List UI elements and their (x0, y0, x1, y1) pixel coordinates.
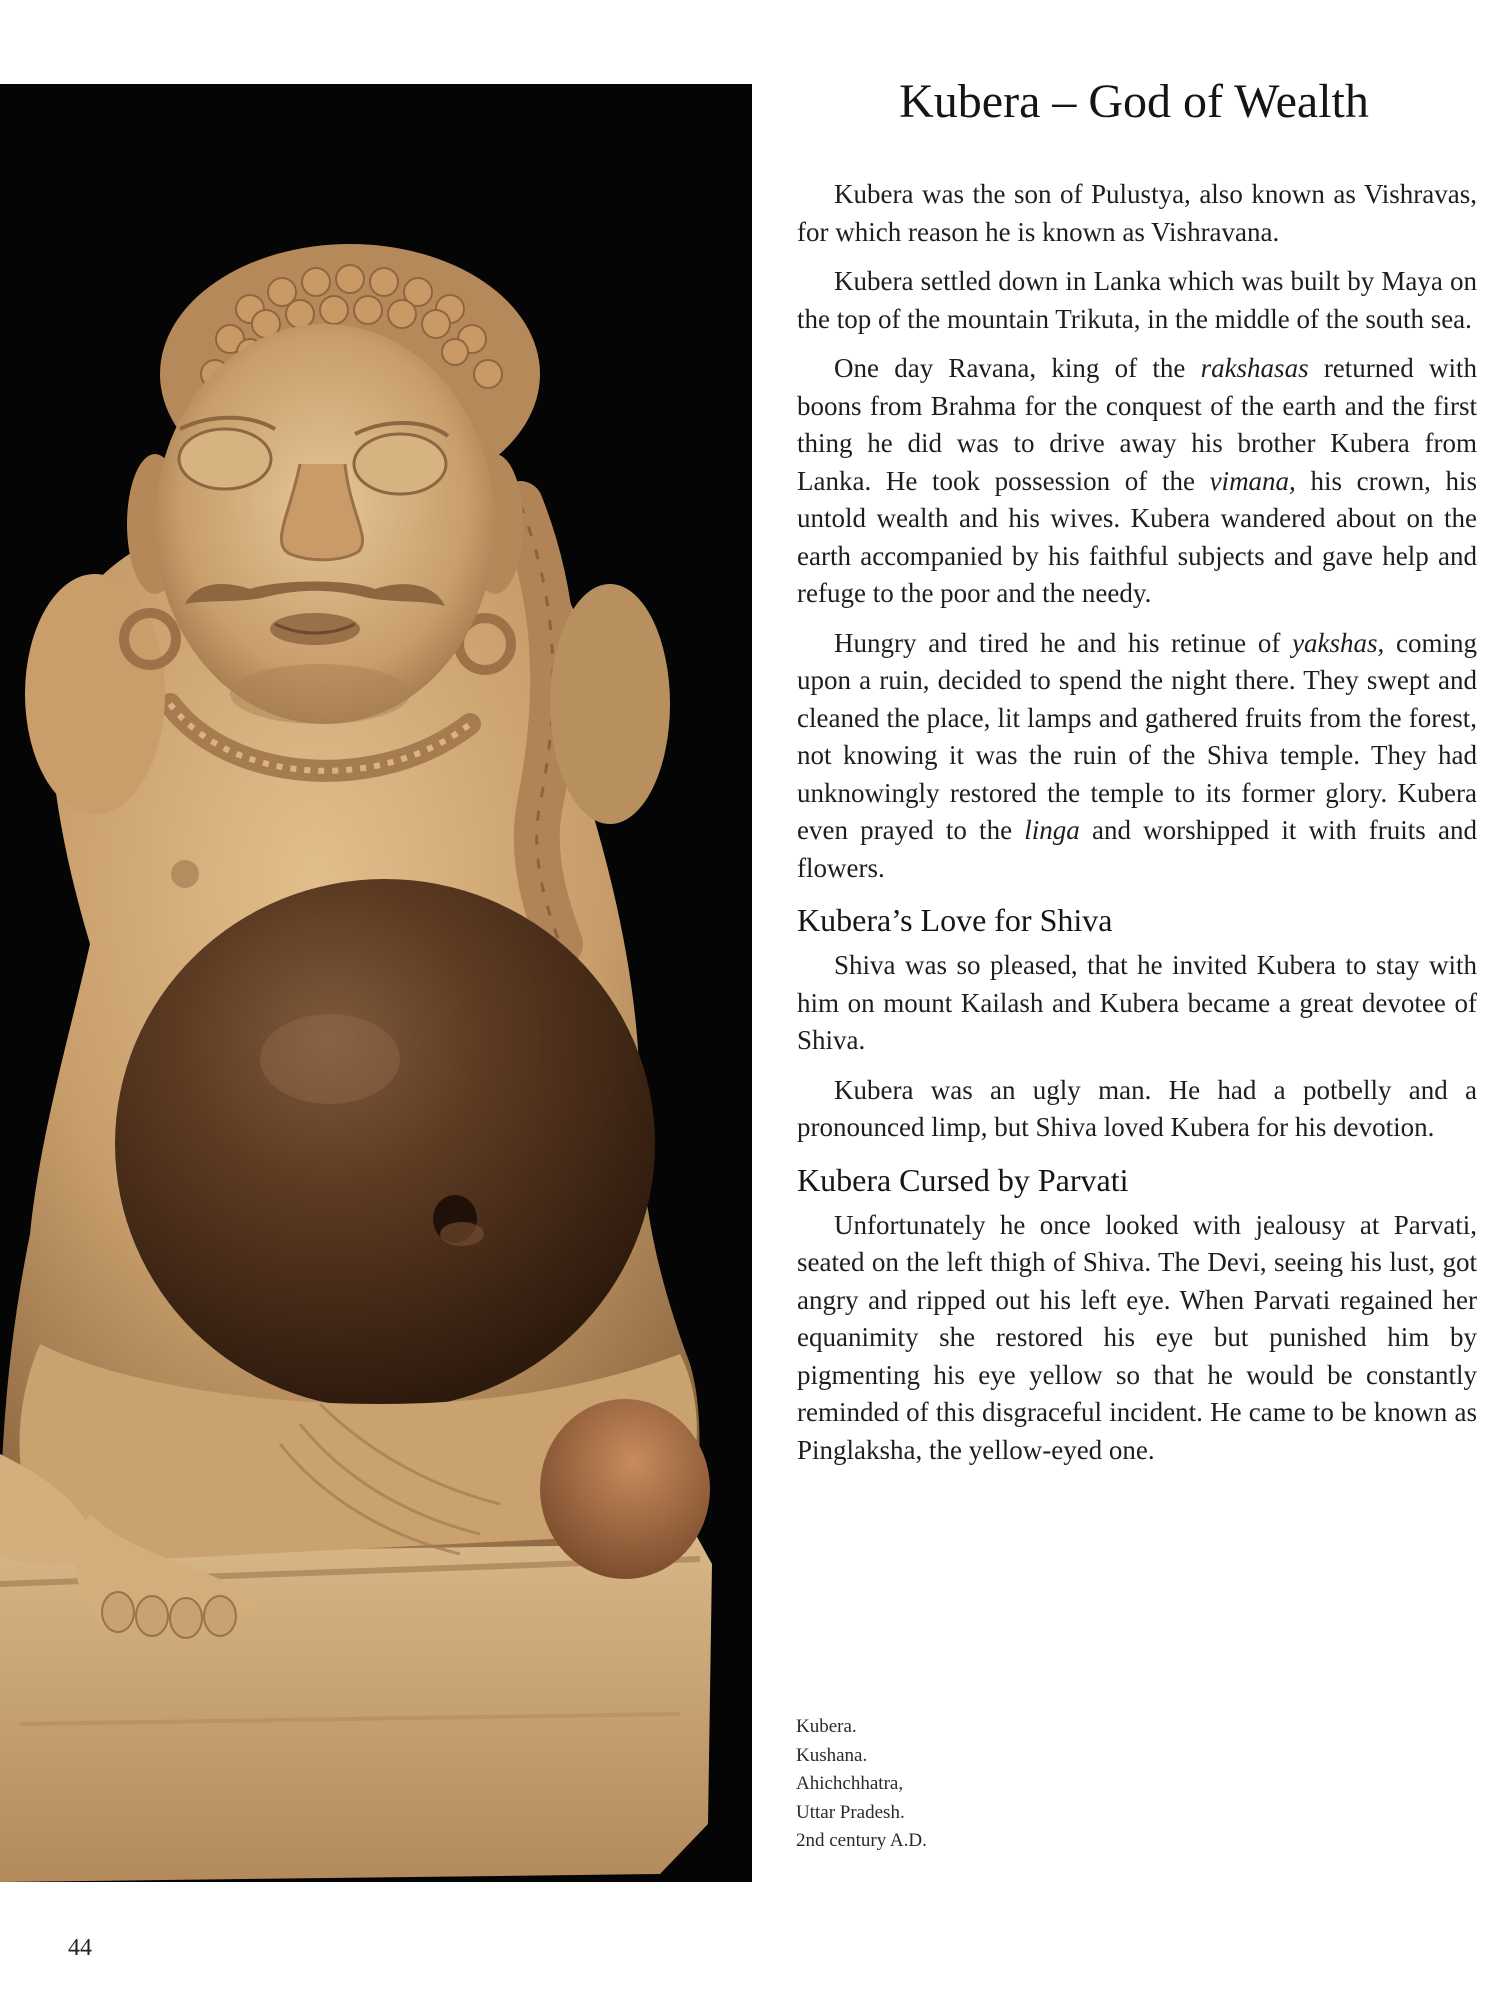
caption-line: Ahichchhatra, (796, 1773, 904, 1794)
paragraph: Unfortunately he once looked with jealousy at Parvati, seated on the left thigh of Shiva. The Devi, seeing his lust, got angry and ripped out his left eye. When Parvati regained her equanimity she restored his eye but punished him by pigmenting his eye yellow so that he would be constantly reminded of this disgraceful incident. He came to be known as Pinglaksha, the yellow-eyed one. (797, 1209, 1477, 1465)
section-heading-love-for-shiva: Kubera’s Love for Shiva (797, 902, 1113, 938)
caption-line: Uttar Pradesh. (796, 1801, 905, 1823)
paragraph: Kubera was the son of Pulustya, also known as Vishravas, for which reason he is known as Vishravana. (797, 179, 1477, 247)
caption-line: 2nd century A.D. (796, 1830, 927, 1851)
paragraph: Shiva was so pleased, that he invited Kubera to stay with him on mount Kailash and Kubera became a great devotee of Shiva. (797, 950, 1477, 1055)
caption-line: Kubera. (796, 1716, 857, 1737)
kubera-statue-illustration (0, 84, 752, 1882)
sculpture-photo (0, 84, 752, 1882)
page-number: 44 (68, 1935, 92, 1961)
caption-line: Kushana. (796, 1744, 868, 1766)
page-title: Kubera – God of Wealth (899, 75, 1369, 128)
paragraph: Hungry and tired he and his retinue of yakshas, coming upon a ruin, decided to spend the night there. They swept and cleaned the place, lit lamps and gathered fruits from the forest, not knowing it was the ruin of the Shiva temple. They had unknowingly restored the temple to its former glory. Kubera even prayed to the linga and worshipped it with fruits and flowers. (797, 627, 1477, 883)
paragraph: Kubera was an ugly man. He had a potbelly and a pronounced limp, but Shiva loved Kubera for his devotion. (797, 1074, 1477, 1142)
paragraph: One day Ravana, king of the rakshasas returned with boons from Brahma for the conquest of the earth and the first thing he did was to drive away his brother Kubera from Lanka. He took possession of the vimana, his crown, his untold wealth and his wives. Kubera wandered about on the earth accompanied by his faithful subjects and gave help and refuge to the poor and the needy. (797, 353, 1477, 608)
article-body (797, 176, 1477, 1481)
photo-caption (796, 1713, 1096, 1856)
paragraph: Kubera settled down in Lanka which was built by Maya on the top of the mountain Trikuta, in the middle of the south sea. (797, 266, 1477, 334)
section-heading-cursed-by-parvati: Kubera Cursed by Parvati (797, 1161, 1129, 1198)
